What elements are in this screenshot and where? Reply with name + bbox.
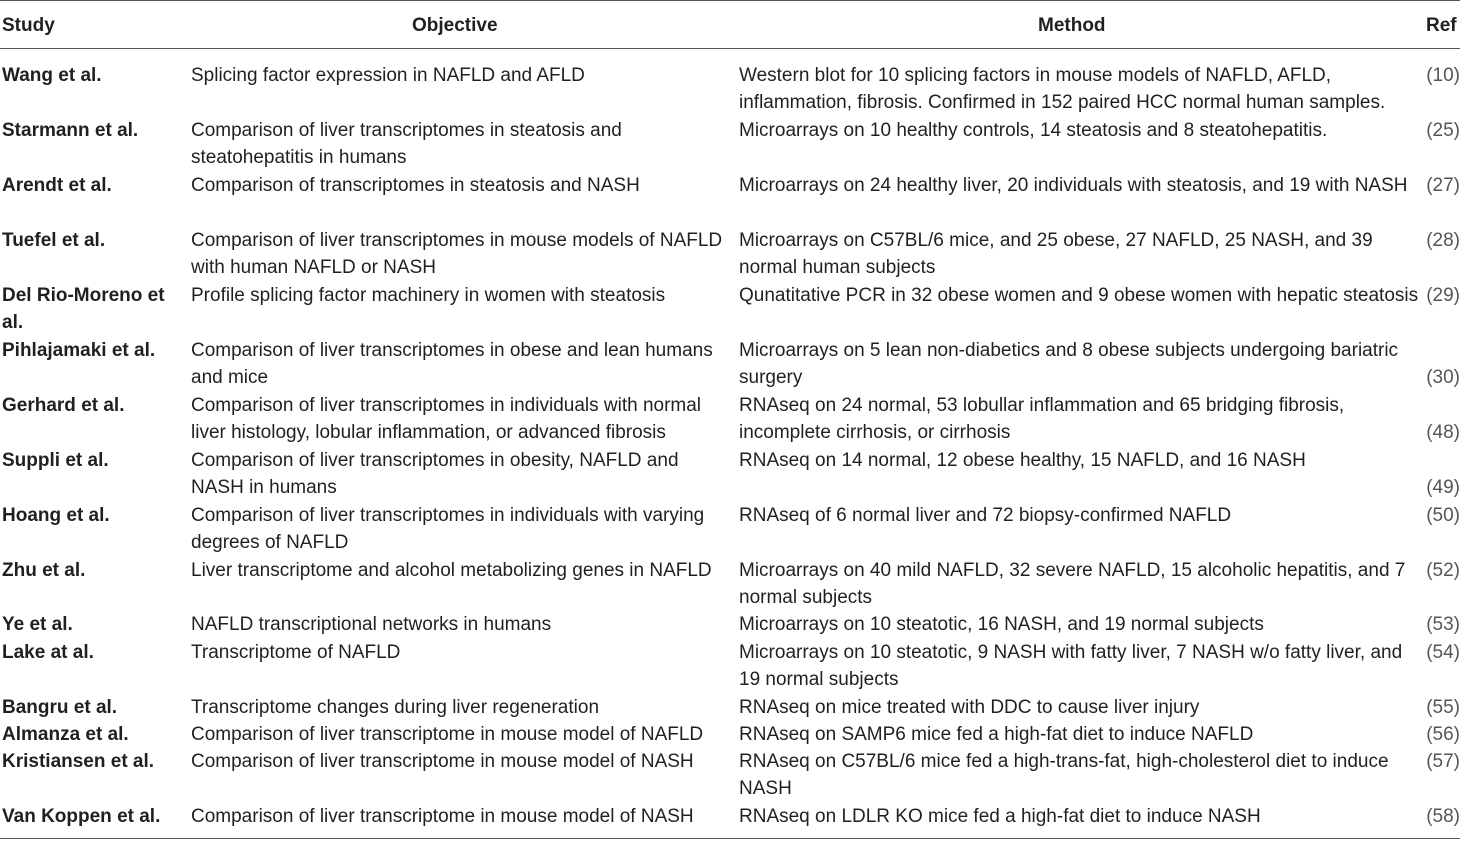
cell-method: Microarrays on 10 steatotic, 9 NASH with fatty liver, 7 NASH w/o fatty liver, and 19 normal subjects [739, 642, 1403, 691]
cell-study: Tuefel et al. [2, 230, 106, 251]
cell-objective: Splicing factor expression in NAFLD and AFLD [191, 65, 585, 86]
cell-ref: (54) [1426, 642, 1460, 663]
cell-method: RNAseq on LDLR KO mice fed a high-fat diet to induce NASH [739, 806, 1261, 827]
cell-ref: (49) [1426, 477, 1460, 498]
cell-ref: (25) [1426, 120, 1460, 141]
cell-study: Almanza et al. [2, 724, 129, 745]
cell-ref: (56) [1426, 724, 1460, 745]
cell-objective: Comparison of liver transcriptomes in obesity, NAFLD and NASH in humans [191, 450, 679, 499]
cell-study: Ye et al. [2, 614, 73, 635]
cell-study: Starmann et al. [2, 120, 139, 141]
cell-ref: (50) [1426, 505, 1460, 526]
cell-method: RNAseq on 24 normal, 53 lobullar inflammation and 65 bridging fibrosis, incomplete cirrhosis, or cirrhosis [739, 395, 1345, 444]
cell-ref: (57) [1426, 751, 1460, 772]
cell-objective: Transcriptome changes during liver regeneration [191, 697, 600, 718]
cell-study: Hoang et al. [2, 505, 110, 526]
cell-method: Microarrays on 10 healthy controls, 14 steatosis and 8 steatohepatitis. [739, 120, 1328, 141]
cell-method: RNAseq on 14 normal, 12 obese healthy, 15 NAFLD, and 16 NASH [739, 450, 1306, 471]
cell-study: Del Rio-Moreno et al. [2, 285, 165, 334]
cell-ref: (48) [1426, 422, 1460, 443]
cell-ref: (58) [1426, 806, 1460, 827]
cell-objective: Comparison of liver transcriptomes in obese and lean humans and mice [191, 340, 713, 389]
cell-method: Microarrays on C57BL/6 mice, and 25 obese, 27 NAFLD, 25 NASH, and 39 normal human subjects [739, 230, 1373, 279]
cell-ref: (53) [1426, 614, 1460, 635]
cell-ref: (27) [1426, 175, 1460, 196]
header-study: Study [2, 15, 55, 36]
cell-objective: Comparison of liver transcriptome in mouse model of NAFLD [191, 724, 704, 745]
cell-objective: Comparison of liver transcriptomes in mouse models of NAFLD with human NAFLD or NASH [191, 230, 723, 279]
cell-method: RNAseq on C57BL/6 mice fed a high-trans-fat, high-cholesterol diet to induce NASH [739, 751, 1389, 800]
cell-study: Bangru et al. [2, 697, 118, 718]
cell-objective: Comparison of transcriptomes in steatosis and NASH [191, 175, 640, 196]
cell-study: Lake at al. [2, 642, 94, 663]
cell-method: Qunatitative PCR in 32 obese women and 9 obese women with hepatic steatosis [739, 285, 1419, 306]
header-ref: Ref [1426, 15, 1457, 36]
cell-study: Zhu et al. [2, 560, 86, 581]
top-rule [0, 0, 1460, 1]
cell-ref: (52) [1426, 560, 1460, 581]
header-objective: Objective [412, 15, 498, 36]
cell-method: RNAseq on SAMP6 mice fed a high-fat diet to induce NAFLD [739, 724, 1254, 745]
cell-study: Arendt et al. [2, 175, 112, 196]
cell-objective: Comparison of liver transcriptome in mouse model of NASH [191, 751, 694, 772]
header-method: Method [1038, 15, 1106, 36]
cell-study: Van Koppen et al. [2, 806, 161, 827]
cell-ref: (30) [1426, 367, 1460, 388]
cell-objective: Transcriptome of NAFLD [191, 642, 401, 663]
cell-objective: Liver transcriptome and alcohol metabolizing genes in NAFLD [191, 560, 712, 581]
header-rule [0, 48, 1460, 49]
cell-method: Microarrays on 24 healthy liver, 20 individuals with steatosis, and 19 with NASH [739, 175, 1408, 196]
cell-objective: NAFLD transcriptional networks in humans [191, 614, 552, 635]
cell-method: Microarrays on 10 steatotic, 16 NASH, and 19 normal subjects [739, 614, 1264, 635]
cell-objective: Comparison of liver transcriptomes in individuals with varying degrees of NAFLD [191, 505, 705, 554]
bottom-rule [0, 838, 1460, 839]
cell-objective: Comparison of liver transcriptome in mouse model of NASH [191, 806, 694, 827]
cell-objective: Comparison of liver transcriptomes in steatosis and steatohepatitis in humans [191, 120, 622, 169]
cell-method: Microarrays on 40 mild NAFLD, 32 severe NAFLD, 15 alcoholic hepatitis, and 7 normal subjects [739, 560, 1406, 609]
cell-study: Suppli et al. [2, 450, 109, 471]
cell-ref: (10) [1426, 65, 1460, 86]
cell-method: RNAseq on mice treated with DDC to cause liver injury [739, 697, 1200, 718]
cell-ref: (55) [1426, 697, 1460, 718]
cell-study: Gerhard et al. [2, 395, 125, 416]
cell-ref: (29) [1426, 285, 1460, 306]
cell-method: Western blot for 10 splicing factors in mouse models of NAFLD, AFLD, inflammation, fibrosis. Confirmed in 152 paired HCC normal human samples. [739, 65, 1386, 114]
cell-study: Pihlajamaki et al. [2, 340, 156, 361]
cell-study: Kristiansen et al. [2, 751, 155, 772]
cell-objective: Profile splicing factor machinery in women with steatosis [191, 285, 666, 306]
cell-study: Wang et al. [2, 65, 102, 86]
cell-method: Microarrays on 5 lean non-diabetics and 8 obese subjects undergoing bariatric surgery [739, 340, 1399, 389]
cell-method: RNAseq of 6 normal liver and 72 biopsy-confirmed NAFLD [739, 505, 1232, 526]
cell-ref: (28) [1426, 230, 1460, 251]
cell-objective: Comparison of liver transcriptomes in individuals with normal liver histology, lobular inflammation, or advanced fibrosis [191, 395, 702, 444]
